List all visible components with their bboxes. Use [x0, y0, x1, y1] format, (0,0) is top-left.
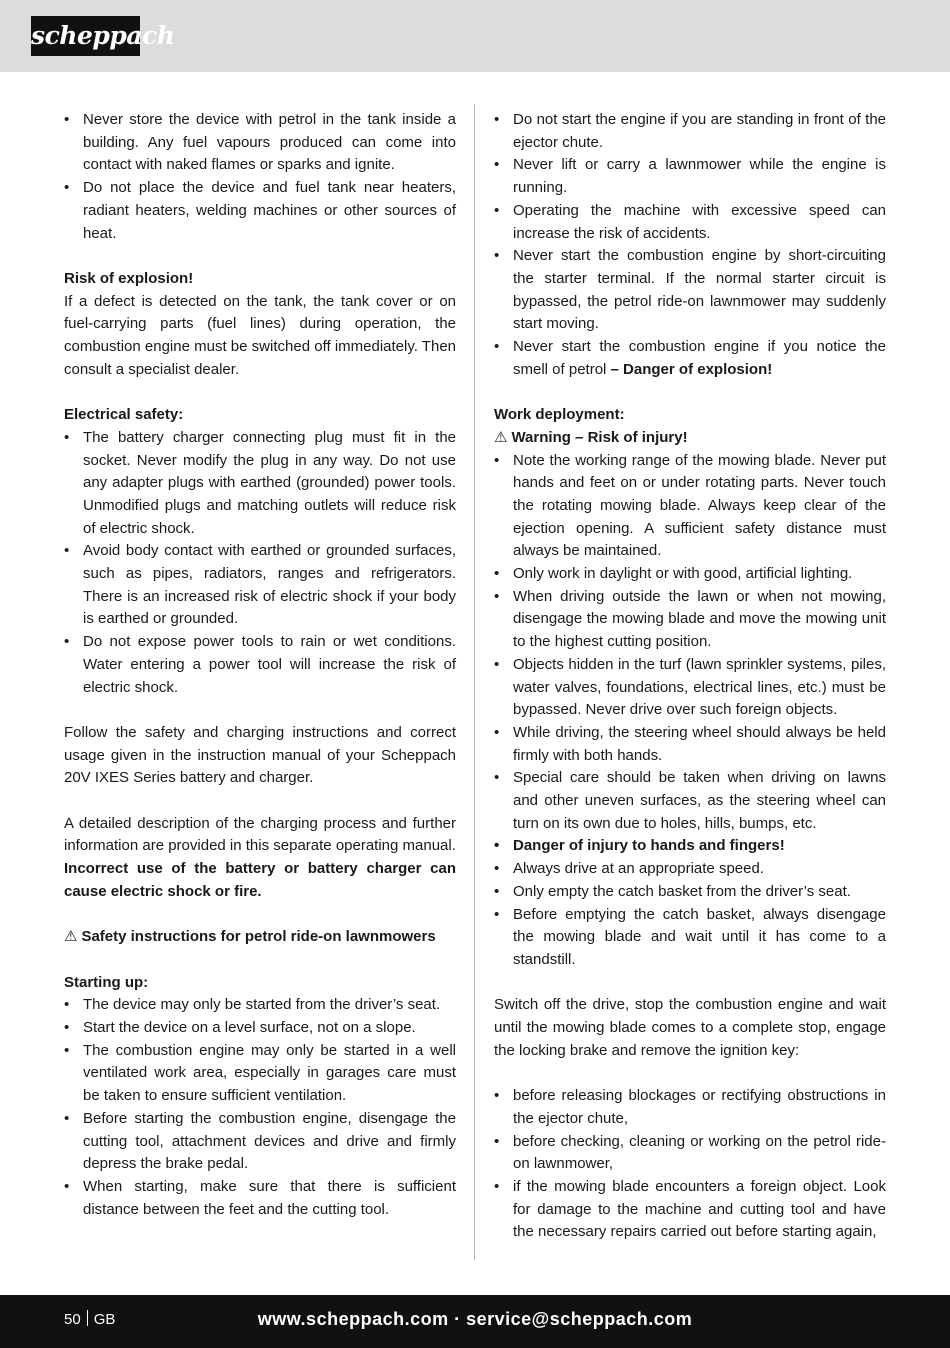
- right-column: [494, 109, 886, 1244]
- list-item: • Note the working range of the mowing blade. Never put hands and feet on or under rotating parts. Never touch the rotating mowing blade. Always keep clear of the ejection opening. A sufficient safety distance must always be maintained.: [494, 450, 886, 564]
- list-item: • Always drive at an appropriate speed.: [494, 858, 886, 881]
- language-code: GB: [93, 1311, 116, 1328]
- list-item: • Never store the device with petrol in the tank inside a building. Any fuel vapours produced can come into contact with naked flames or sparks and ignite.: [64, 109, 456, 177]
- incorrect-use-warning: Incorrect use of the battery or battery charger can cause electric shock or fire.: [64, 860, 456, 900]
- follow-instructions-paragraph: Follow the safety and charging instructions and correct usage given in the instruction manual of your Scheppach 20V IXES Series battery and charger.: [64, 723, 456, 787]
- list-item: • if the mowing blade encounters a foreign object. Look for damage to the machine and cutting tool and have the necessary repairs carried out before starting again,: [494, 1176, 886, 1244]
- risk-of-injury-warning: [494, 427, 886, 450]
- list-item: • Start the device on a level surface, not on a slope.: [64, 1017, 456, 1040]
- page-number: 50: [64, 1311, 81, 1328]
- list-item: • Avoid body contact with earthed or grounded surfaces, such as pipes, radiators, ranges and refrigerators. There is an increased risk of electric shock if your body is earthed or grounded.: [64, 540, 456, 631]
- list-item: • before releasing blockages or rectifying obstructions in the ejector chute,: [494, 1085, 886, 1130]
- final-bullet-list: [494, 1085, 886, 1244]
- storage-bullet-list: [64, 109, 456, 245]
- list-item: • The device may only be started from the driver’s seat.: [64, 994, 456, 1017]
- scheppach-logo: scheppach: [31, 16, 140, 56]
- list-item: • Do not place the device and fuel tank near heaters, radiant heaters, welding machines or other sources of heat.: [64, 177, 456, 245]
- list-item: • Only work in daylight or with good, artificial lighting.: [494, 563, 886, 586]
- list-item: • Before emptying the catch basket, always disengage the mowing blade and wait until it has come to a standstill.: [494, 904, 886, 972]
- list-item: • Never lift or carry a lawnmower while the engine is running.: [494, 154, 886, 199]
- list-item: • Objects hidden in the turf (lawn sprinkler systems, piles, water valves, foundations, electrical lines, etc.) must be bypassed. Never drive over such foreign objects.: [494, 654, 886, 722]
- safety-instructions-label: Safety instructions for petrol ride-on lawnmowers: [81, 928, 436, 946]
- petrol-bullet-text: Never start the combustion engine if you notice the smell of petrol: [513, 338, 886, 378]
- explosion-paragraph: If a defect is detected on the tank, the tank cover or on fuel-carrying parts (fuel lines) during operation, the combustion engine must be switched off immediately. Then consult a specialist dealer.: [64, 292, 456, 378]
- danger-of-explosion-text: – Danger of explosion!: [610, 360, 773, 378]
- list-item: • Special care should be taken when driving on lawns and other uneven surfaces, as the steering wheel can turn on its own due to holes, hills, bumps, etc.: [494, 767, 886, 835]
- list-item: • When driving outside the lawn or when not mowing, disengage the mowing blade and move the mowing unit to the highest cutting position.: [494, 586, 886, 654]
- list-item: • While driving, the steering wheel should always be held firmly with both hands.: [494, 722, 886, 767]
- electrical-safety-heading: Electrical safety:: [64, 406, 184, 424]
- switch-off-paragraph: Switch off the drive, stop the combustion engine and wait until the mowing blade comes to a complete stop, engage the locking brake and remove the ignition key:: [494, 996, 886, 1059]
- page-header: [0, 0, 950, 72]
- list-item: • Do not start the engine if you are standing in front of the ejector chute.: [494, 109, 886, 154]
- column-divider: [474, 104, 475, 1260]
- list-item: • before checking, cleaning or working on the petrol ride-on lawnmower,: [494, 1131, 886, 1176]
- detail-description-paragraph: A detailed description of the charging process and further information are provided in this separate operating manual.: [64, 814, 456, 855]
- list-item: • The combustion engine may only be started in a well ventilated work area, especially in garages care must be taken to ensure sufficient ventilation.: [64, 1040, 456, 1108]
- risk-of-injury-label: Warning – Risk of injury!: [511, 428, 688, 446]
- work-bullet-list: [494, 450, 886, 972]
- danger-hands-fingers-item: • Danger of injury to hands and fingers!: [494, 835, 886, 858]
- list-item: • Before starting the combustion engine, disengage the cutting tool, attachment devices and drive and firmly depress the brake pedal.: [64, 1108, 456, 1176]
- work-deployment-heading: Work deployment:: [494, 406, 625, 424]
- list-item: • Do not expose power tools to rain or wet conditions. Water entering a power tool will increase the risk of electric shock.: [64, 631, 456, 699]
- starting-bullet-list: [64, 994, 456, 1221]
- list-item: • Only empty the catch basket from the driver’s seat.: [494, 881, 886, 904]
- page-footer: [0, 1295, 950, 1348]
- warning-triangle-icon: ⚠: [494, 428, 508, 446]
- footer-contact: www.scheppach.com · service@scheppach.com: [257, 1309, 693, 1329]
- engine-bullet-list: [494, 109, 886, 381]
- electrical-bullet-list: [64, 427, 456, 699]
- starting-up-heading: Starting up:: [64, 973, 149, 991]
- list-item: [494, 336, 886, 381]
- list-item: • The battery charger connecting plug must fit in the socket. Never modify the plug in any way. Do not use any adapter plugs with earthed (grounded) power tools. Unmodified plugs and matching outlets will reduce risk of electric shock.: [64, 427, 456, 541]
- list-item: • Operating the machine with excessive speed can increase the risk of accidents.: [494, 200, 886, 245]
- warning-triangle-icon: ⚠: [64, 928, 78, 946]
- list-item: • When starting, make sure that there is sufficient distance between the feet and the cutting tool.: [64, 1176, 456, 1221]
- safety-instructions-heading: [64, 926, 456, 949]
- left-column: [64, 109, 456, 1221]
- explosion-heading: Risk of explosion!: [64, 269, 194, 287]
- list-item: • Never start the combustion engine by short-circuiting the starter terminal. If the normal starter circuit is bypassed, the petrol ride-on lawnmower may suddenly start moving.: [494, 245, 886, 336]
